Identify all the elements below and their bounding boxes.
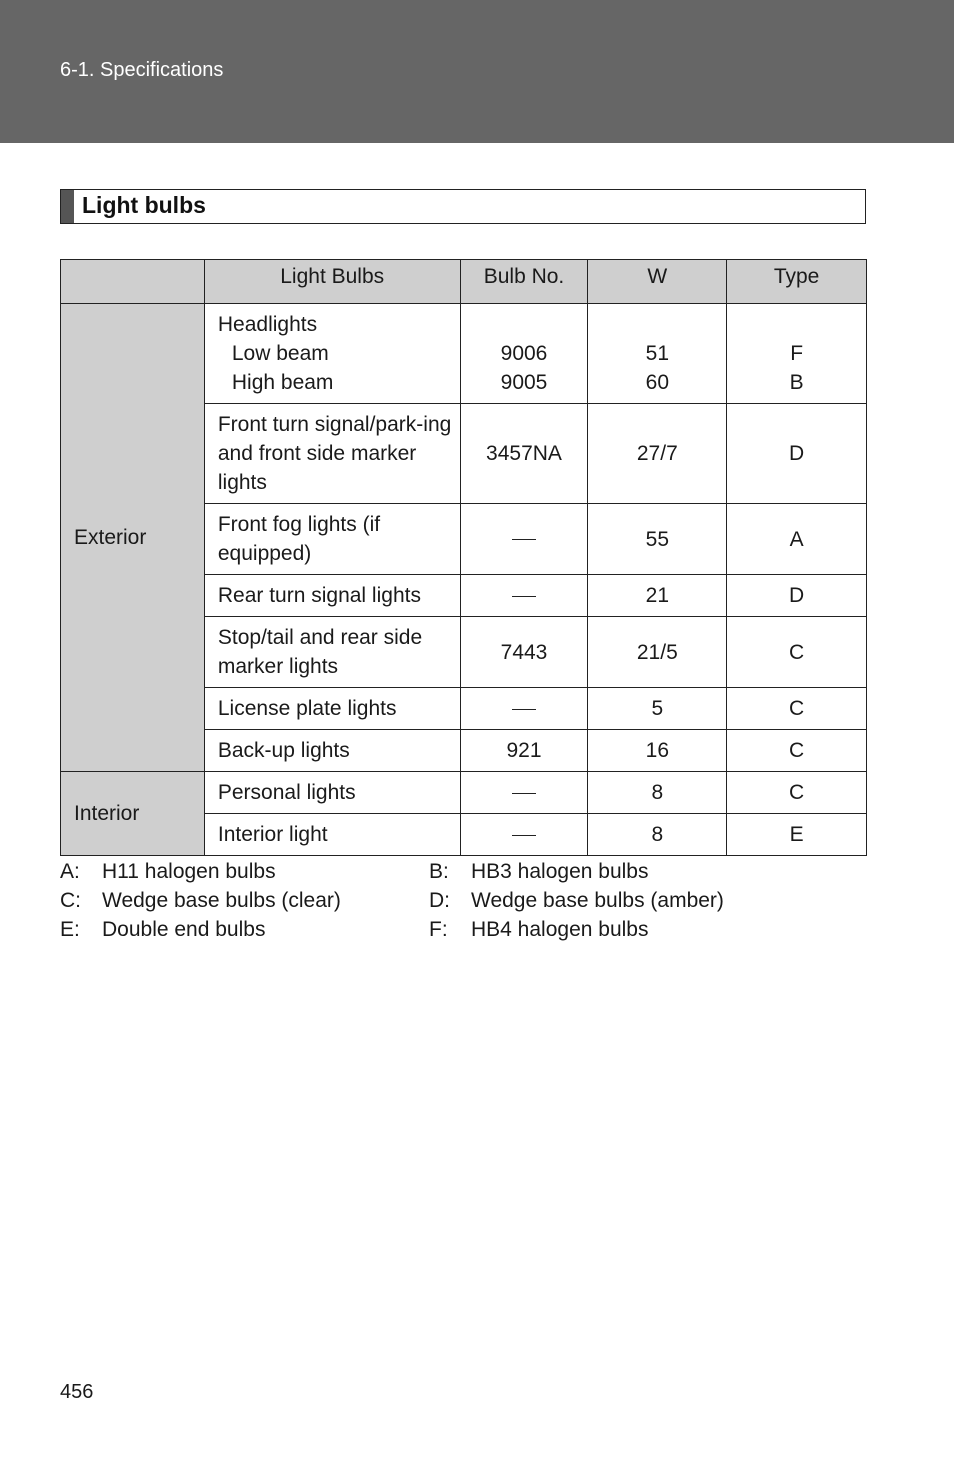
- column-header: [61, 260, 205, 304]
- header-band: [0, 0, 954, 143]
- bulb-name: Front fog lights (if equipped): [204, 504, 460, 575]
- bulb-no: 921: [460, 730, 588, 772]
- bulb-name: Rear turn signal lights: [204, 575, 460, 617]
- legend-item: F: HB4 halogen bulbs: [429, 918, 649, 941]
- type-cell: [727, 304, 867, 404]
- wattage-cell: [588, 304, 727, 404]
- section-title-box: [60, 189, 866, 224]
- dash-mark: [512, 709, 536, 710]
- bulb-type: E: [727, 814, 867, 856]
- table-row: [61, 304, 867, 404]
- bulb-no: 3457NA: [460, 404, 588, 504]
- page-title: Light bulbs: [82, 192, 206, 218]
- wattage: 16: [588, 730, 727, 772]
- wattage: 21/5: [588, 617, 727, 688]
- bulb-name: License plate lights: [204, 688, 460, 730]
- dash-mark: [512, 596, 536, 597]
- column-header: Light Bulbs: [204, 260, 460, 304]
- column-header: Bulb No.: [460, 260, 588, 304]
- table-row: [61, 772, 867, 814]
- bulb-no-cell: [460, 304, 588, 404]
- dash-mark: [512, 539, 536, 540]
- wattage: 51: [645, 342, 669, 365]
- bulb-name: Personal lights: [204, 772, 460, 814]
- group-label: Exterior: [61, 304, 205, 772]
- bulb-name-cell: [204, 304, 460, 404]
- bulb-no: 9005: [500, 371, 548, 394]
- bulb-type: D: [727, 575, 867, 617]
- page-number: 456: [60, 1381, 94, 1403]
- legend-item: C: Wedge base bulbs (clear): [60, 889, 341, 912]
- dash-mark: [512, 835, 536, 836]
- wattage: 5: [588, 688, 727, 730]
- bulb-name: Back-up lights: [204, 730, 460, 772]
- bulb-name: Front turn signal/park-ing and front side marker lights: [204, 404, 460, 504]
- bulb-type: C: [727, 617, 867, 688]
- bulb-type: A: [727, 504, 867, 575]
- section-label: 6-1. Specifications: [60, 59, 224, 81]
- wattage: 21: [588, 575, 727, 617]
- bulb-type: D: [727, 404, 867, 504]
- bulb-subname: Low beam: [231, 342, 329, 365]
- light-bulbs-table: [60, 259, 867, 856]
- bulb-no: 7443: [460, 617, 588, 688]
- bulb-type: C: [727, 688, 867, 730]
- bulb-no: 9006: [500, 342, 548, 365]
- legend-item: A: H11 halogen bulbs: [60, 860, 276, 883]
- wattage: 8: [588, 772, 727, 814]
- column-header: W: [588, 260, 727, 304]
- legend-item: D: Wedge base bulbs (amber): [429, 889, 724, 912]
- legend-item: B: HB3 halogen bulbs: [429, 860, 649, 883]
- bulb-name: Stop/tail and rear side marker lights: [204, 617, 460, 688]
- bulb-type: B: [789, 371, 804, 394]
- bulb-type: C: [727, 772, 867, 814]
- title-accent-bar: [61, 190, 74, 223]
- bulb-subname: High beam: [231, 371, 334, 394]
- bulb-type: F: [790, 342, 804, 365]
- wattage: 55: [588, 504, 727, 575]
- legend-item: E: Double end bulbs: [60, 918, 266, 941]
- bulb-no-cell: [460, 814, 588, 856]
- dash-mark: [512, 793, 536, 794]
- column-header: Type: [727, 260, 867, 304]
- group-label: Interior: [61, 772, 205, 856]
- bulb-type: C: [727, 730, 867, 772]
- bulb-no-cell: [460, 688, 588, 730]
- table-header-row: [61, 260, 867, 304]
- wattage: 60: [645, 371, 669, 394]
- bulb-no-cell: [460, 575, 588, 617]
- bulb-no-cell: [460, 504, 588, 575]
- bulb-no-cell: [460, 772, 588, 814]
- wattage: 8: [588, 814, 727, 856]
- bulb-name: Interior light: [204, 814, 460, 856]
- bulb-name: Headlights: [217, 313, 318, 336]
- wattage: 27/7: [588, 404, 727, 504]
